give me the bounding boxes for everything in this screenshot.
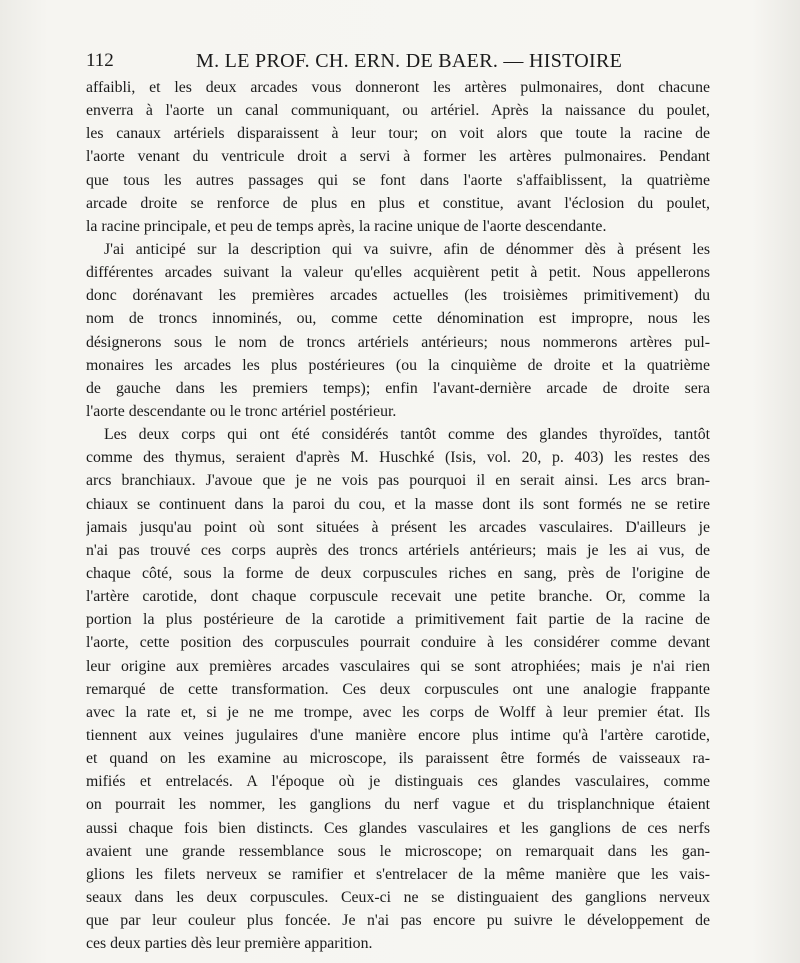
text-line: que tous les autres passages qui se font dans l'aorte s'affaiblissent, la quatrième <box>86 171 710 189</box>
text-line: l'aorte descendante ou le tronc artériel postérieur. <box>86 402 397 420</box>
text-line: n'ai pas trouvé ces corps auprès des troncs artériels antérieurs; mais je les ai vus, de <box>86 541 710 559</box>
text-line: les canaux artériels disparaissent à leur tour; on voit alors que toute la racine de <box>86 125 710 143</box>
text-line: monaires les arcades les plus postérieures (ou la cinquième de droite et la quatrième <box>86 356 710 374</box>
text-line: on pourrait les nommer, les ganglions du nerf vague et du trisplanchnique étaient <box>86 796 710 814</box>
text-line: arcs branchiaux. J'avoue que je ne vois pas pourquoi il en serait ainsi. Les arcs bran- <box>86 472 710 490</box>
text-line: l'artère carotide, dont chaque corpuscule recevait une petite branche. Or, comme la <box>86 588 710 606</box>
text-line: avec la rate et, si je ne me trompe, avec les corps de Wolff à leur premier état. Ils <box>86 703 710 721</box>
text-line: enverra à l'aorte un canal communiquant, ou artériel. Après la naissance du poulet, <box>86 102 710 120</box>
text-line: mifiés et entrelacés. A l'époque où je distinguais ces glandes vasculaires, comme <box>86 773 710 791</box>
text-line: aussi chaque fois bien distincts. Ces glandes vasculaires et les ganglions de ces nerfs <box>86 819 710 837</box>
text-line: que par leur couleur plus foncée. Je n'ai pas encore pu suivre le développement de <box>86 912 710 930</box>
text-line: Les deux corps qui ont été considérés tantôt comme des glandes thyroïdes, tantôt <box>104 426 710 444</box>
paragraph <box>86 423 710 955</box>
paragraph <box>86 76 710 238</box>
text-line: jamais jusqu'au point où sont situées à présent les arcades vasculaires. D'ailleurs je <box>86 518 710 536</box>
text-line: de gauche dans les premiers temps); enfin l'avant-dernière arcade de droite sera <box>86 379 710 397</box>
page-number: 112 <box>86 50 114 71</box>
paragraph <box>86 238 710 423</box>
text-line: glions les filets nerveux se ramifier et s'entrelacer de la même manière que les vais- <box>86 865 710 883</box>
running-title: M. LE PROF. CH. ERN. DE BAER. — HISTOIRE <box>196 50 623 72</box>
text-line: remarqué de cette transformation. Ces deux corpuscules ont une analogie frappante <box>86 680 710 698</box>
text-line: avaient une grande ressemblance sous le microscope; on remarquait dans les gan- <box>86 842 710 860</box>
text-line: chaque côté, sous la forme de deux corpuscules riches en sang, près de l'origine de <box>86 564 710 582</box>
text-line: différentes arcades suivant la valeur qu'elles acquièrent petit à petit. Nous appellerons <box>86 264 710 282</box>
text-line: J'ai anticipé sur la description qui va suivre, afin de dénommer dès à présent les <box>104 240 710 258</box>
text-line: affaibli, et les deux arcades vous donneront les artères pulmonaires, dont chacune <box>86 79 710 96</box>
text-line: l'aorte, cette position des corpuscules pourrait conduire à les considérer comme devant <box>86 634 710 652</box>
text-line: nom de troncs innominés, ou, comme cette dénomination est impropre, nous les <box>86 310 710 328</box>
text-line: désignerons sous le nom de troncs artériels antérieurs; nous nommerons artères pul- <box>86 333 710 351</box>
text-line: tiennent aux veines jugulaires d'une manière encore plus intime qu'à l'artère carotide, <box>86 726 710 744</box>
body-text <box>86 76 710 955</box>
text-line: donc dorénavant les premières arcades actuelles (les troisièmes primitivement) du <box>86 287 710 305</box>
text-line: comme des thymus, seraient d'après M. Huschké (Isis, vol. 20, p. 403) les restes des <box>86 449 710 467</box>
text-line: chiaux se continuent dans la paroi du cou, et la masse dont ils sont formés ne se retire <box>86 495 710 513</box>
text-line: arcade droite se renforce de plus en plus et constitue, avant l'éclosion du poulet, <box>86 194 710 212</box>
text-line: portion la plus postérieure de la carotide a primitivement fait partie de la racine de <box>86 611 710 629</box>
text-line: leur origine aux premières arcades vasculaires qui se sont atrophiées; mais je n'ai rien <box>86 657 710 675</box>
page-header <box>86 50 710 74</box>
text-line: ces deux parties dès leur première apparition. <box>86 935 373 953</box>
text-line: l'aorte venant du ventricule droit a servi à former les artères pulmonaires. Pendant <box>86 148 710 166</box>
text-line: et quand on les examine au microscope, ils paraissent être formés de vaisseaux ra- <box>86 750 710 768</box>
text-line: la racine principale, et peu de temps après, la racine unique de l'aorte descendante. <box>86 217 607 235</box>
text-line: seaux dans les deux corpuscules. Ceux-ci ne se distinguaient des ganglions nerveux <box>86 888 710 906</box>
